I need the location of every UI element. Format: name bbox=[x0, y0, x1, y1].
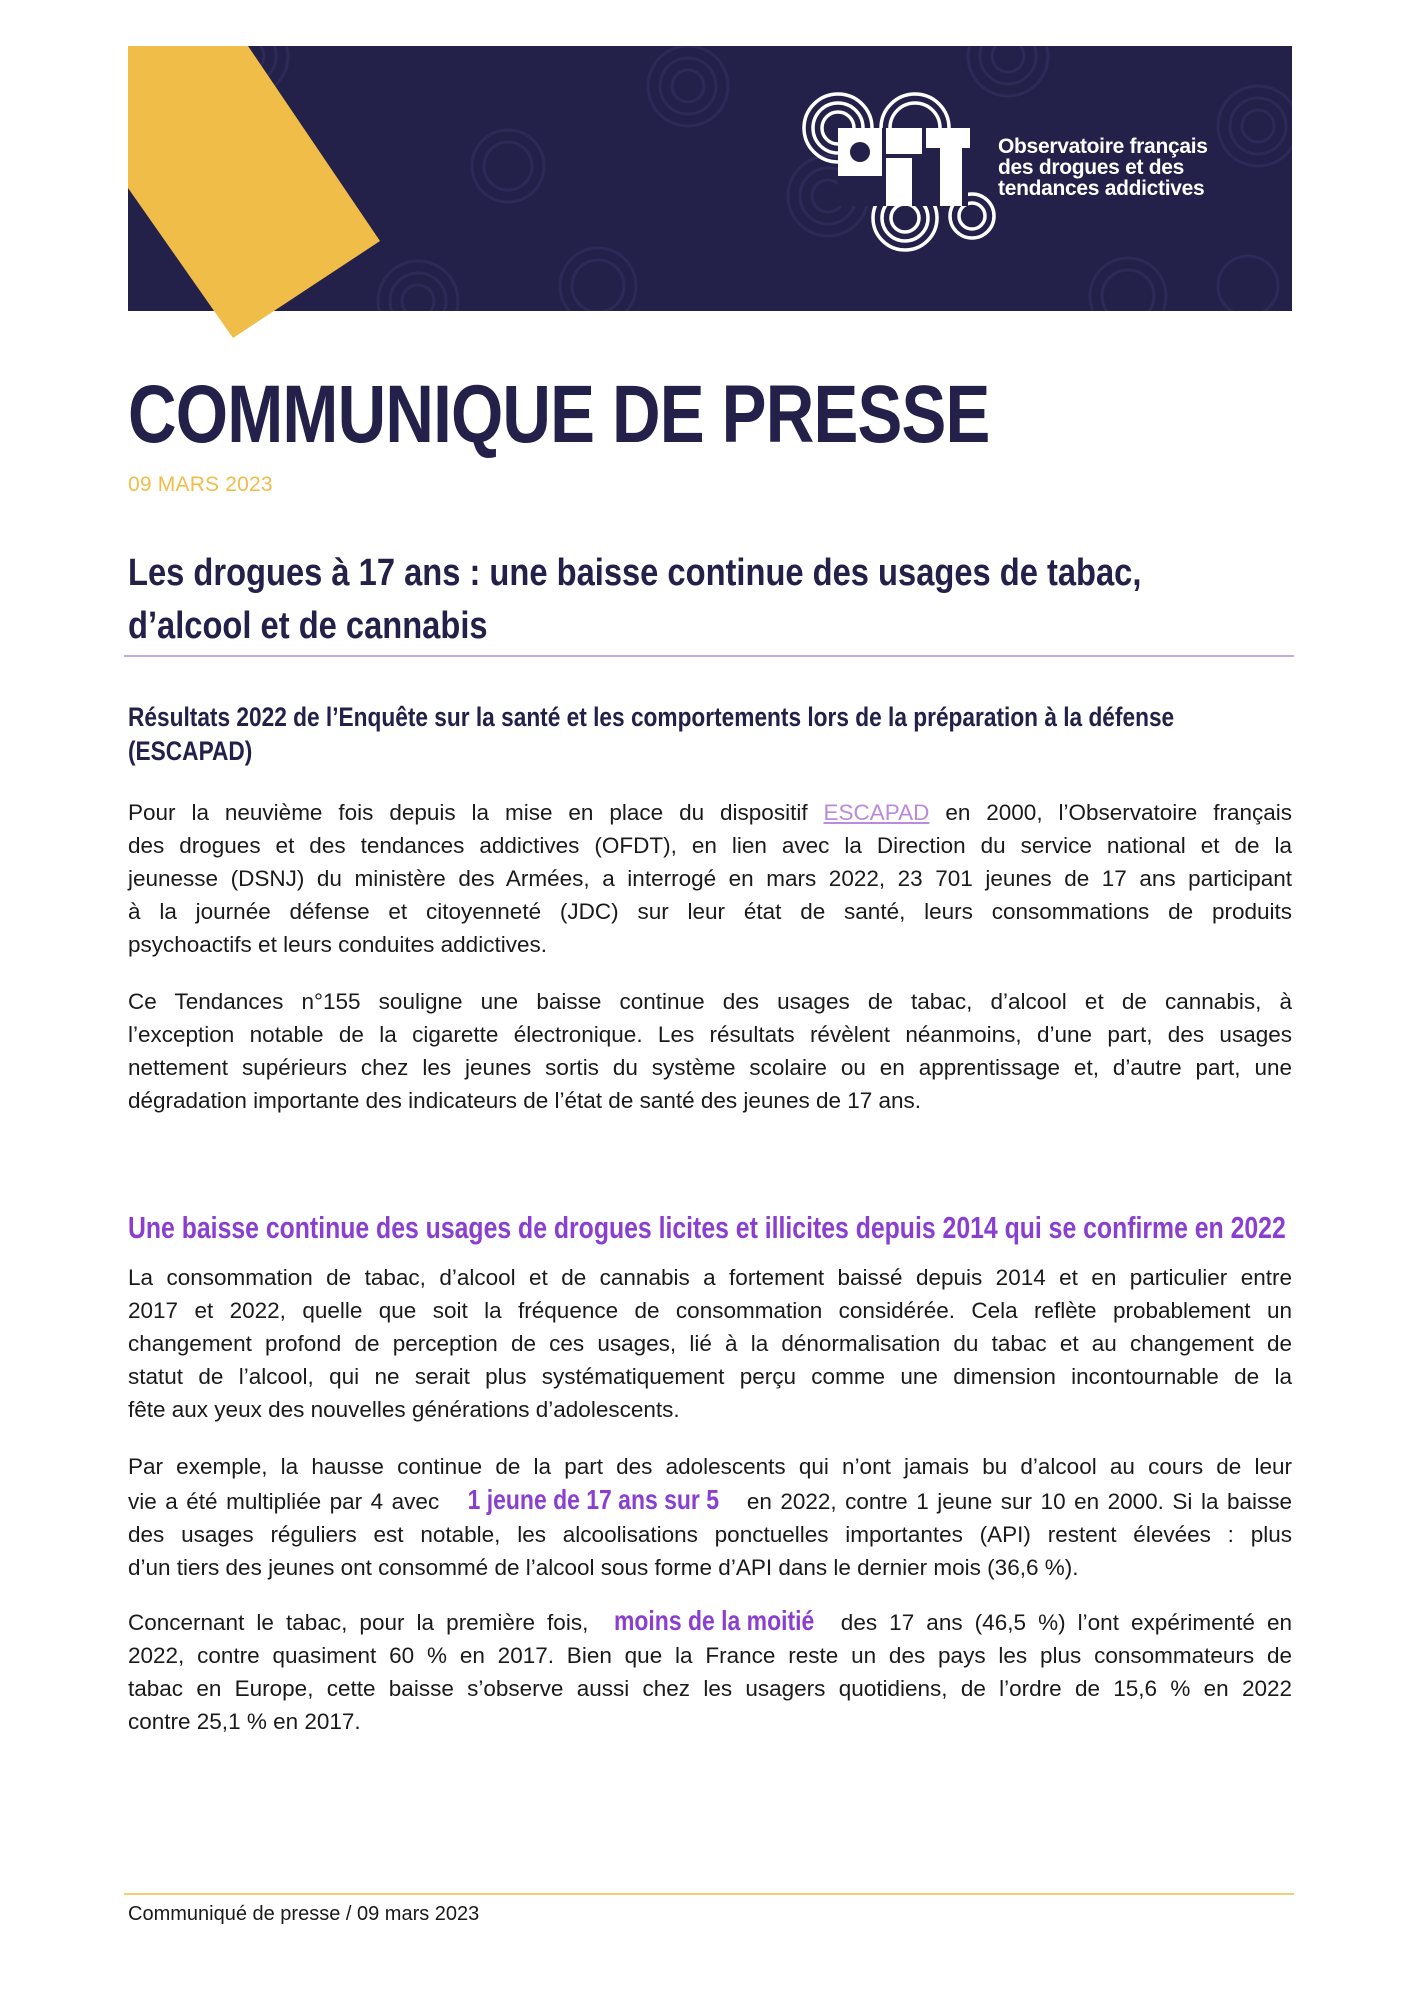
footer-text: Communiqué de presse / 09 mars 2023 bbox=[128, 1903, 480, 1925]
consumption-paragraph bbox=[128, 1261, 1292, 1426]
subheadline-line: Résultats 2022 de l’Enquête sur la santé et les comportements lors de la préparation à la défense bbox=[128, 702, 1175, 732]
text-span: en 2000, l’Observatoire français bbox=[929, 800, 1293, 825]
page-title: COMMUNIQUE DE PRESSE bbox=[128, 369, 990, 460]
press-date: 09 MARS 2023 bbox=[128, 473, 273, 496]
paragraph-line: Par exemple, la hausse continue de la part des adolescents qui n’ont jamais bu d’alcool au cours de leur bbox=[128, 1454, 1292, 1479]
tobacco-paragraph bbox=[128, 1604, 1292, 1738]
alcohol-paragraph bbox=[128, 1450, 1292, 1584]
paragraph-line: l’exception notable de la cigarette électronique. Les résultats révèlent néanmoins, d’une part, des usages bbox=[128, 1022, 1292, 1047]
text-span: vie a été multipliée par 4 avec bbox=[128, 1489, 448, 1514]
section-title: Une baisse continue des usages de drogues licites et illicites depuis 2014 qui se confirme en 2022 bbox=[128, 1210, 1286, 1245]
headline-line: Les drogues à 17 ans : une baisse continue des usages de tabac, bbox=[128, 552, 1142, 594]
subheadline-line: (ESCAPAD) bbox=[128, 736, 253, 766]
paragraph-line: d’un tiers des jeunes ont consommé de l’alcool sous forme d’API dans le dernier mois (36,6 %). bbox=[128, 1555, 1079, 1580]
highlight-stat: 1 jeune de 17 ans sur 5 bbox=[467, 1484, 719, 1515]
paragraph-line: statut de l’alcool, qui ne serait plus systématiquement perçu comme une dimension incontournable de la bbox=[128, 1364, 1292, 1389]
headline bbox=[128, 547, 1292, 653]
paragraph-line: tabac en Europe, cette baisse s’observe aussi chez les usagers quotidiens, de l’ordre de 15,6 % en 2022 bbox=[128, 1676, 1292, 1701]
paragraph-line bbox=[128, 1483, 1292, 1518]
escapad-link[interactable]: ESCAPAD bbox=[823, 800, 930, 825]
text-span: Concernant le tabac, pour la première fois, bbox=[128, 1610, 601, 1635]
paragraph-line: 2022, contre quasiment 60 % en 2017. Bien que la France reste un des pays les plus consommateurs de bbox=[128, 1643, 1292, 1668]
paragraph-line: fête aux yeux des nouvelles générations d’adolescents. bbox=[128, 1397, 680, 1422]
subheadline bbox=[128, 700, 1292, 768]
tendances-paragraph bbox=[128, 985, 1292, 1117]
paragraph-line bbox=[128, 796, 1292, 829]
yellow-parallelogram bbox=[128, 46, 388, 346]
paragraph-line: contre 25,1 % en 2017. bbox=[128, 1709, 361, 1734]
paragraph-line: des usages réguliers est notable, les alcoolisations ponctuelles importantes (API) restent élevées : plus bbox=[128, 1522, 1292, 1547]
highlight-stat: moins de la moitié bbox=[614, 1605, 815, 1636]
logo-text-line: Observatoire français bbox=[998, 135, 1208, 158]
logo-text-line: tendances addictives bbox=[998, 177, 1205, 200]
intro-paragraph bbox=[128, 796, 1292, 961]
ofdt-logo-icon bbox=[800, 88, 1000, 258]
text-span: en 2022, contre 1 jeune sur 10 en 2000. Si la baisse bbox=[738, 1489, 1293, 1514]
paragraph-line: des drogues et des tendances addictives (OFDT), en lien avec la Direction du service national et de la bbox=[128, 833, 1292, 858]
text-span: des 17 ans (46,5 %) l’ont expérimenté en bbox=[828, 1610, 1292, 1635]
paragraph-line: psychoactifs et leurs conduites addictives. bbox=[128, 932, 547, 957]
ofdt-logo-text bbox=[998, 136, 1208, 199]
paragraph-line: changement profond de perception de ces usages, lié à la dénormalisation du tabac et au changement de bbox=[128, 1331, 1292, 1356]
paragraph-line: nettement supérieurs chez les jeunes sortis du système scolaire ou en apprentissage et, d’autre part, une bbox=[128, 1055, 1292, 1080]
footer-divider bbox=[124, 1893, 1294, 1895]
headline-divider bbox=[124, 655, 1294, 657]
paragraph-line: jeunesse (DSNJ) du ministère des Armées, a interrogé en mars 2022, 23 701 jeunes de 17 ans participant bbox=[128, 866, 1292, 891]
paragraph-line: à la journée défense et citoyenneté (JDC) sur leur état de santé, leurs consommations de produits bbox=[128, 899, 1292, 924]
paragraph-line: Ce Tendances n°155 souligne une baisse continue des usages de tabac, d’alcool et de cannabis, à bbox=[128, 989, 1292, 1014]
paragraph-line: dégradation importante des indicateurs de l’état de santé des jeunes de 17 ans. bbox=[128, 1088, 922, 1113]
paragraph-line: 2017 et 2022, quelle que soit la fréquence de consommation considérée. Cela reflète probablement un bbox=[128, 1298, 1292, 1323]
text-span: Pour la neuvième fois depuis la mise en place du dispositif bbox=[128, 800, 824, 825]
logo-text-line: des drogues et des bbox=[998, 156, 1184, 179]
paragraph-line bbox=[128, 1604, 1292, 1639]
headline-line: d’alcool et de cannabis bbox=[128, 605, 488, 647]
paragraph-line: La consommation de tabac, d’alcool et de cannabis a fortement baissé depuis 2014 et en particulier entre bbox=[128, 1265, 1292, 1290]
